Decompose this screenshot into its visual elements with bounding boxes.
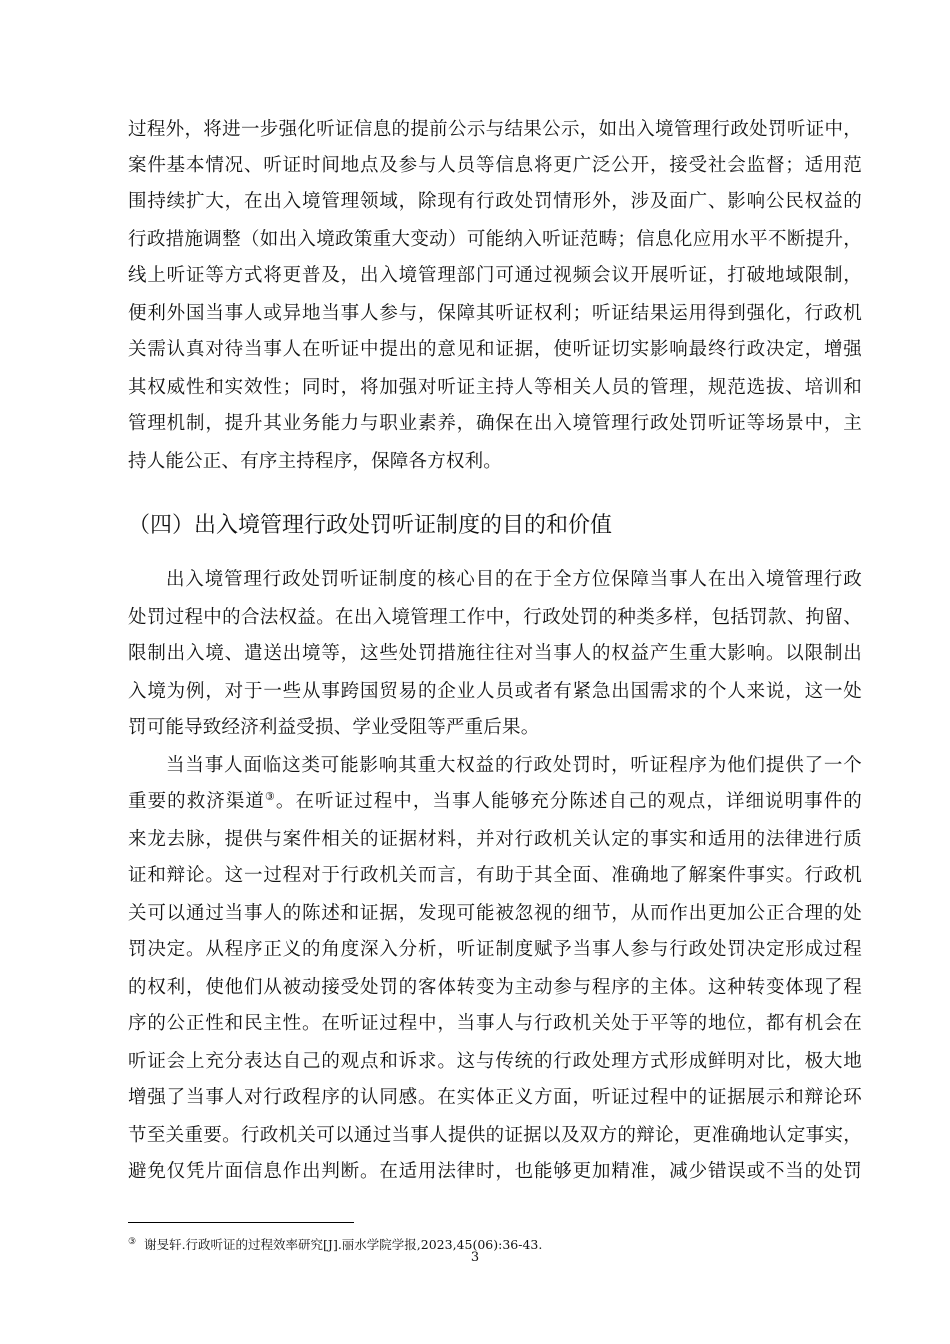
text-line: 处罚过程中的合法权益。在出入境管理工作中，行政处罚的种类多样，包括罚款、拘留、 <box>128 607 862 628</box>
text-line: 管理机制，提升其业务能力与职业素养，确保在出入境管理行政处罚听证等场景中，主 <box>128 413 862 434</box>
text-line: 出入境管理行政处罚听证制度的核心目的在于全方位保障当事人在出入境管理行政 <box>166 569 862 590</box>
text-line: 当当事人面临这类可能影响其重大权益的行政处罚时，听证程序为他们提供了一个 <box>166 755 862 776</box>
footnote-divider <box>128 1222 354 1223</box>
text-line: 听证会上充分表达自己的观点和诉求。这与传统的行政处理方式形成鲜明对比，极大地 <box>128 1051 862 1072</box>
text-line: 线上听证等方式将更普及，出入境管理部门可通过视频会议开展听证，打破地域限制， <box>128 265 862 286</box>
footnote-mark: ③ <box>128 1237 137 1247</box>
text-line: 增强了当事人对行政程序的认同感。在实体正义方面，听证过程中的证据展示和辩论环 <box>128 1087 862 1108</box>
text-line: 便利外国当事人或异地当事人参与，保障其听证权利；听证结果运用得到强化，行政机 <box>128 303 862 324</box>
text-line: 罚可能导致经济利益受损、学业受阻等严重后果。 <box>128 717 540 738</box>
text-line: 限制出入境、遣送出境等，这些处罚措施往往对当事人的权益产生重大影响。以限制出 <box>128 643 862 664</box>
text-line-with-footnote-ref <box>128 784 862 820</box>
text-line: 持人能公正、有序主持程序，保障各方权利。 <box>128 451 503 472</box>
footnote-reference[interactable]: ③ <box>264 790 276 803</box>
text-line: 案件基本情况、听证时间地点及参与人员等信息将更广泛公开，接受社会监督；适用范 <box>128 155 862 176</box>
text-line: 过程外，将进一步强化听证信息的提前公示与结果公示，如出入境管理行政处罚听证中， <box>128 119 862 140</box>
text-line: 罚决定。从程序正义的角度深入分析，听证制度赋予当事人参与行政处罚决定形成过程 <box>128 939 862 960</box>
text-line: 的权利，使他们从被动接受处罚的客体转变为主动参与程序的主体。这种转变体现了程 <box>128 977 862 998</box>
footnote-text: 谢旻轩.行政听证的过程效率研究[J].丽水学院学报,2023,45(06):36-43. <box>144 1237 543 1252</box>
text-line: 避免仅凭片面信息作出判断。在适用法律时，也能够更加精准，减少错误或不当的处罚 <box>128 1161 862 1182</box>
text-line: 证和辩论。这一过程对于行政机关而言，有助于其全面、准确地了解案件事实。行政机 <box>128 865 862 886</box>
page-number: 3 <box>470 1250 480 1265</box>
text-line: 关需认真对待当事人在听证中提出的意见和证据，使听证切实影响最终行政决定，增强 <box>128 339 862 360</box>
text-line: 行政措施调整（如出入境政策重大变动）可能纳入听证范畴；信息化应用水平不断提升， <box>128 229 862 250</box>
text-line: 围持续扩大，在出入境管理领域，除现有行政处罚情形外，涉及面广、影响公民权益的 <box>128 191 862 212</box>
text-segment: 重要的救济渠道 <box>128 791 265 812</box>
text-segment: 。在听证过程中，当事人能够充分陈述自己的观点，详细说明事件的 <box>275 791 863 812</box>
text-line: 序的公正性和民主性。在听证过程中，当事人与行政机关处于平等的地位，都有机会在 <box>128 1013 862 1034</box>
section-heading: （四）出入境管理行政处罚听证制度的目的和价值 <box>128 513 613 538</box>
text-line: 关可以通过当事人的陈述和证据，发现可能被忽视的细节，从而作出更加公正合理的处 <box>128 903 862 924</box>
text-line: 来龙去脉，提供与案件相关的证据材料，并对行政机关认定的事实和适用的法律进行质 <box>128 829 862 850</box>
text-line: 入境为例，对于一些从事跨国贸易的企业人员或者有紧急出国需求的个人来说，这一处 <box>128 681 862 702</box>
text-line: 其权威性和实效性；同时，将加强对听证主持人等相关人员的管理，规范选拔、培训和 <box>128 377 862 398</box>
text-line: 节至关重要。行政机关可以通过当事人提供的证据以及双方的辩论，更准确地认定事实， <box>128 1125 862 1146</box>
